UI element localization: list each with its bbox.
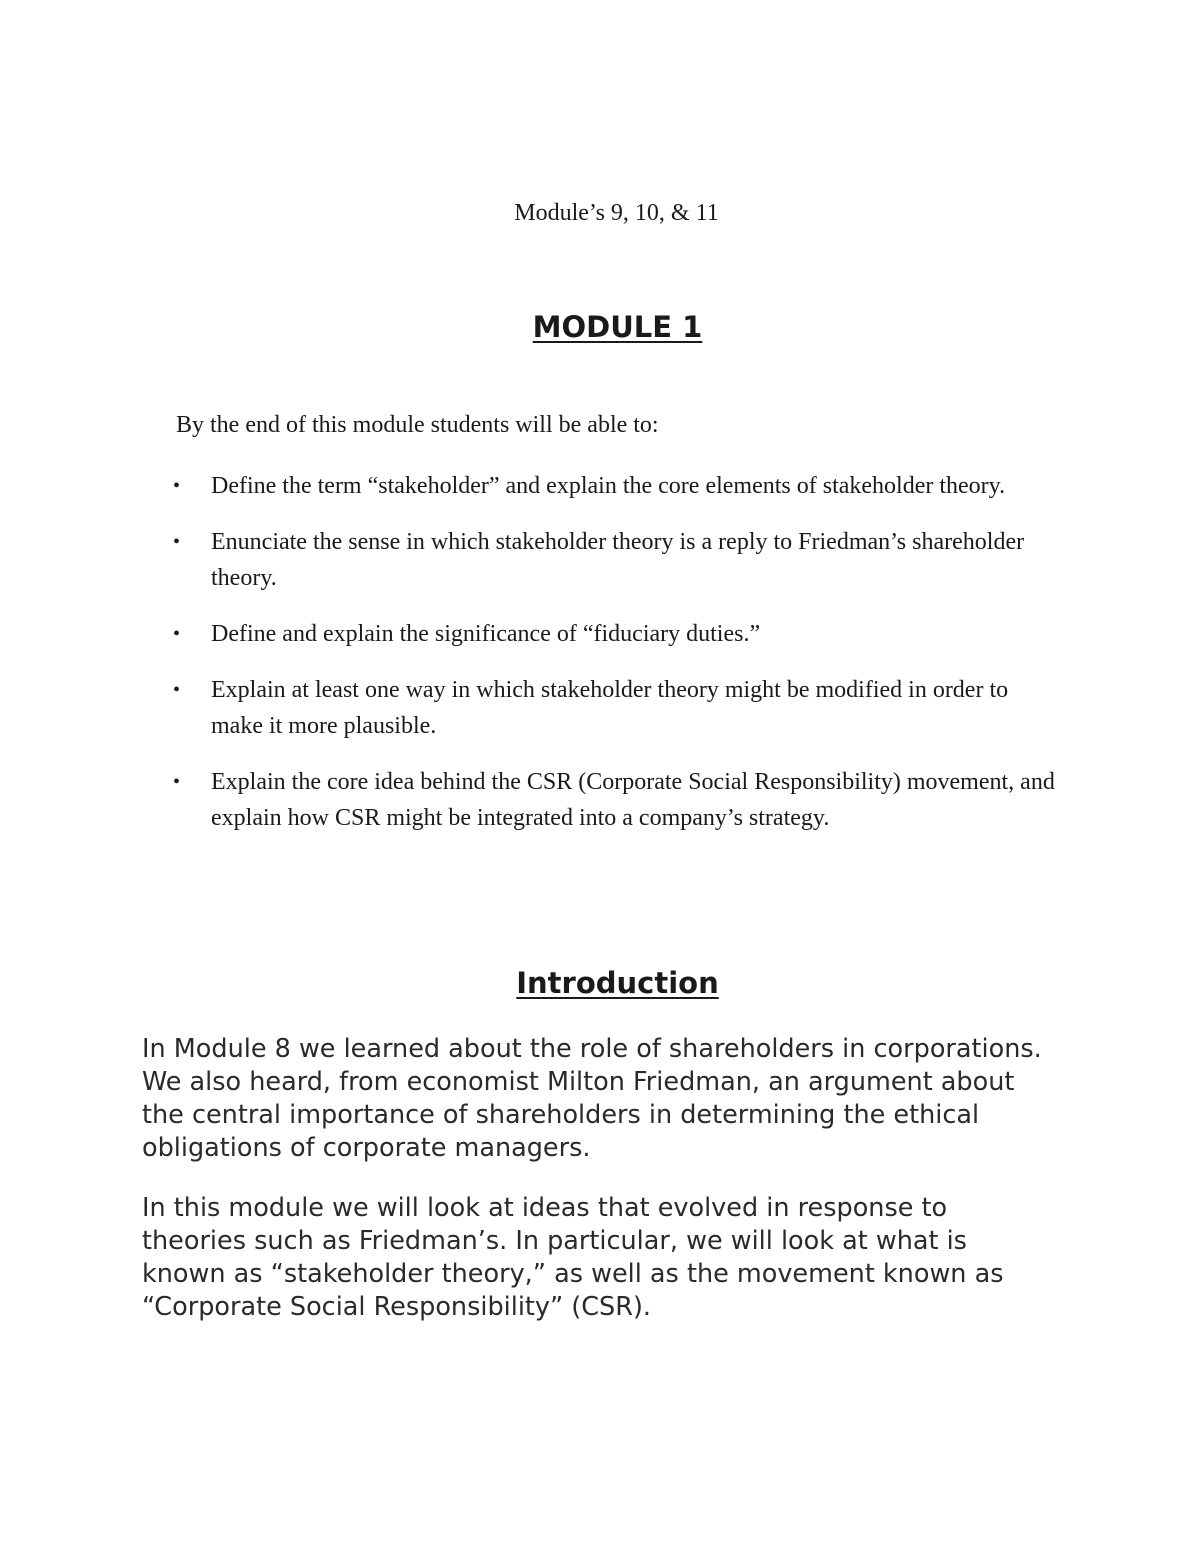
- list-item: [173, 764, 1061, 836]
- objectives-list: [173, 468, 1061, 856]
- objective-text: Enunciate the sense in which stakeholder theory is a reply to Friedman’s shareholder theory.: [211, 529, 1025, 591]
- objective-text: Define and explain the significance of “fiduciary duties.”: [211, 621, 761, 647]
- modules-header-line: Module’s 9, 10, & 11: [514, 200, 719, 226]
- objective-text: Explain the core idea behind the CSR (Corporate Social Responsibility) movement, and explain how CSR might be integrated into a company’s strategy.: [211, 769, 1055, 831]
- bullet-icon: •: [173, 531, 181, 553]
- objectives-intro: By the end of this module students will be able to:: [176, 412, 659, 438]
- bullet-icon: •: [173, 623, 181, 645]
- module-title: MODULE 1: [532, 310, 703, 344]
- bullet-icon: •: [173, 475, 181, 497]
- objective-text: Explain at least one way in which stakeholder theory might be modified in order to make it more plausible.: [211, 677, 1009, 739]
- introduction-paragraph: In Module 8 we learned about the role of shareholders in corporations. We also heard, from economist Milton Friedman, an argument about the central importance of shareholders in determining the ethical obligations of corporate managers.: [142, 1034, 1042, 1163]
- list-item: [173, 616, 1061, 652]
- introduction-body: [142, 1033, 1052, 1351]
- bullet-icon: •: [173, 679, 181, 701]
- introduction-heading: Introduction: [516, 966, 719, 1000]
- introduction-paragraph: In this module we will look at ideas that evolved in response to theories such as Friedman’s. In particular, we will look at what is known as “stakeholder theory,” as well as the movement known as “Corporate Social Responsibility” (CSR).: [142, 1193, 1004, 1322]
- list-item: [173, 524, 1061, 596]
- objective-text: Define the term “stakeholder” and explain the core elements of stakeholder theory.: [211, 473, 1006, 499]
- list-item: [173, 468, 1061, 504]
- bullet-icon: •: [173, 771, 181, 793]
- list-item: [173, 672, 1061, 744]
